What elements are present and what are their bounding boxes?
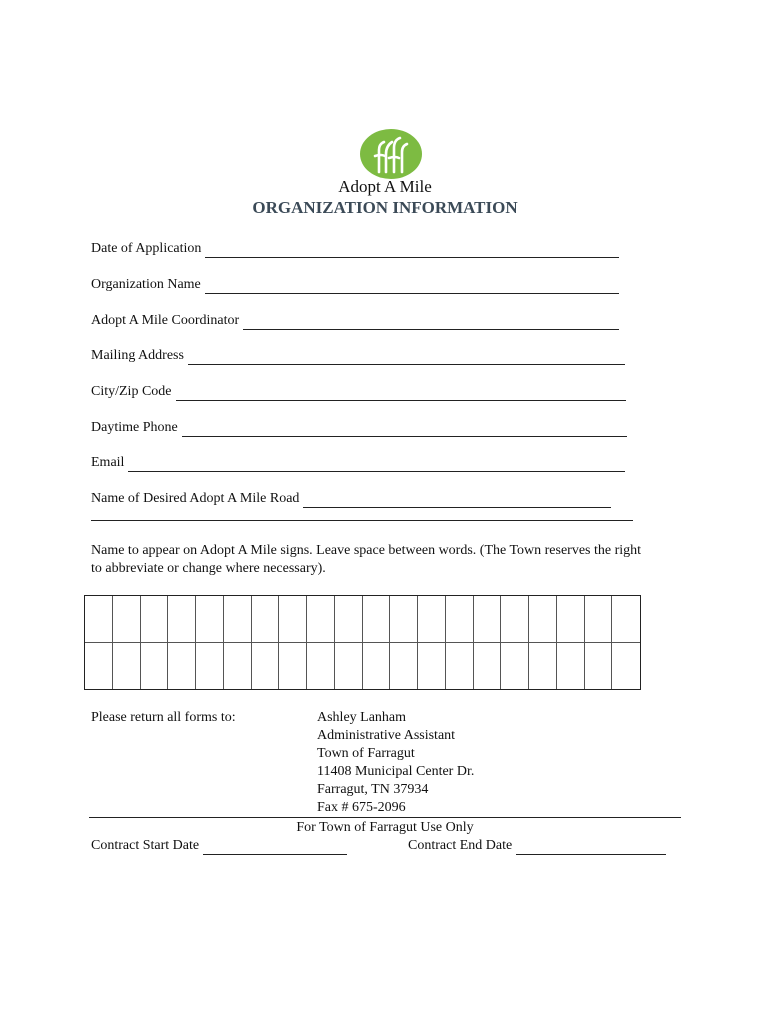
sign-letter-cell[interactable] (474, 643, 502, 690)
coordinator-field (91, 312, 619, 330)
sign-letter-cell[interactable] (168, 643, 196, 690)
address-line: Fax # 675-2096 (317, 800, 406, 815)
sign-letter-cell[interactable] (279, 596, 307, 643)
sign-letter-cell[interactable] (446, 596, 474, 643)
address-line: Administrative Assistant (317, 728, 456, 743)
town-logo-icon (359, 128, 423, 180)
sign-letter-cell[interactable] (168, 596, 196, 643)
sign-letter-cell[interactable] (363, 596, 391, 643)
sign-letter-cell[interactable] (612, 596, 640, 643)
daytime-phone-field (91, 419, 627, 437)
form-title: Adopt A Mile (338, 177, 432, 196)
email-field (91, 454, 625, 472)
sign-instructions: Name to appear on Adopt A Mile signs. Leave space between words. (The Town reserves the right to abbreviate or change where necessary). (91, 543, 642, 576)
contract-end-field (408, 837, 666, 855)
contract-start-field (91, 837, 347, 855)
organization-name-field (91, 276, 619, 294)
sign-letter-cell[interactable] (141, 643, 169, 690)
sign-letter-cell[interactable] (363, 643, 391, 690)
city-zip-field (91, 383, 626, 401)
sign-letter-cell[interactable] (252, 643, 280, 690)
address-line: 11408 Municipal Center Dr. (317, 764, 475, 779)
contract-end-line[interactable] (516, 840, 666, 855)
sign-letter-cell[interactable] (557, 643, 585, 690)
sign-letter-cell[interactable] (529, 643, 557, 690)
coordinator-line[interactable] (243, 315, 619, 330)
organization-name-line[interactable] (205, 279, 619, 294)
sign-letter-cell[interactable] (557, 596, 585, 643)
sign-letter-cell[interactable] (224, 596, 252, 643)
mailing-address-line[interactable] (188, 350, 625, 365)
field-label: Date of Application (91, 241, 202, 256)
field-label: Adopt A Mile Coordinator (91, 313, 240, 328)
return-label: Please return all forms to: (91, 710, 236, 725)
sign-letter-cell[interactable] (585, 596, 613, 643)
office-use-heading: For Town of Farragut Use Only (296, 820, 474, 835)
sign-letter-cell[interactable] (113, 643, 141, 690)
field-label: Daytime Phone (91, 420, 178, 435)
sign-letter-cell[interactable] (529, 596, 557, 643)
city-zip-line[interactable] (176, 386, 626, 401)
sign-letter-cell[interactable] (390, 643, 418, 690)
field-label: Mailing Address (91, 348, 184, 363)
sign-letter-cell[interactable] (252, 596, 280, 643)
date-of-application-field (91, 240, 619, 258)
sign-letter-cell[interactable] (307, 643, 335, 690)
sign-letter-cell[interactable] (279, 643, 307, 690)
desired-road-field (91, 490, 611, 508)
field-label: Email (91, 455, 125, 470)
sign-letter-cell[interactable] (501, 596, 529, 643)
field-label: Organization Name (91, 277, 201, 292)
address-line: Town of Farragut (317, 746, 415, 761)
sign-letter-grid (84, 595, 641, 690)
sign-letter-cell[interactable] (501, 643, 529, 690)
form-subtitle: ORGANIZATION INFORMATION (252, 198, 518, 217)
field-label: Name of Desired Adopt A Mile Road (91, 491, 300, 506)
sign-letter-cell[interactable] (474, 596, 502, 643)
contract-start-label: Contract Start Date (91, 838, 200, 853)
sign-letter-cell[interactable] (585, 643, 613, 690)
sign-letter-cell[interactable] (196, 643, 224, 690)
office-use-divider (89, 817, 681, 818)
contract-start-line[interactable] (203, 840, 347, 855)
desired-road-continuation-line[interactable] (91, 520, 633, 521)
sign-letter-cell[interactable] (85, 596, 113, 643)
date-of-application-line[interactable] (205, 243, 619, 258)
return-address (317, 709, 474, 817)
mailing-address-field (91, 347, 625, 365)
sign-letter-cell[interactable] (113, 596, 141, 643)
daytime-phone-line[interactable] (182, 422, 627, 437)
address-line: Ashley Lanham (317, 710, 407, 725)
sign-letter-cell[interactable] (390, 596, 418, 643)
sign-letter-cell[interactable] (141, 596, 169, 643)
sign-letter-cell[interactable] (196, 596, 224, 643)
sign-letter-cell[interactable] (418, 596, 446, 643)
contract-end-label: Contract End Date (408, 838, 513, 853)
sign-letter-cell[interactable] (335, 643, 363, 690)
sign-letter-cell[interactable] (307, 596, 335, 643)
field-label: City/Zip Code (91, 384, 172, 399)
sign-letter-cell[interactable] (85, 643, 113, 690)
sign-letter-cell[interactable] (335, 596, 363, 643)
desired-road-line[interactable] (303, 493, 611, 508)
address-line: Farragut, TN 37934 (317, 782, 429, 797)
sign-letter-cell[interactable] (418, 643, 446, 690)
email-line[interactable] (128, 457, 625, 472)
sign-letter-cell[interactable] (612, 643, 640, 690)
sign-letter-cell[interactable] (224, 643, 252, 690)
sign-letter-cell[interactable] (446, 643, 474, 690)
